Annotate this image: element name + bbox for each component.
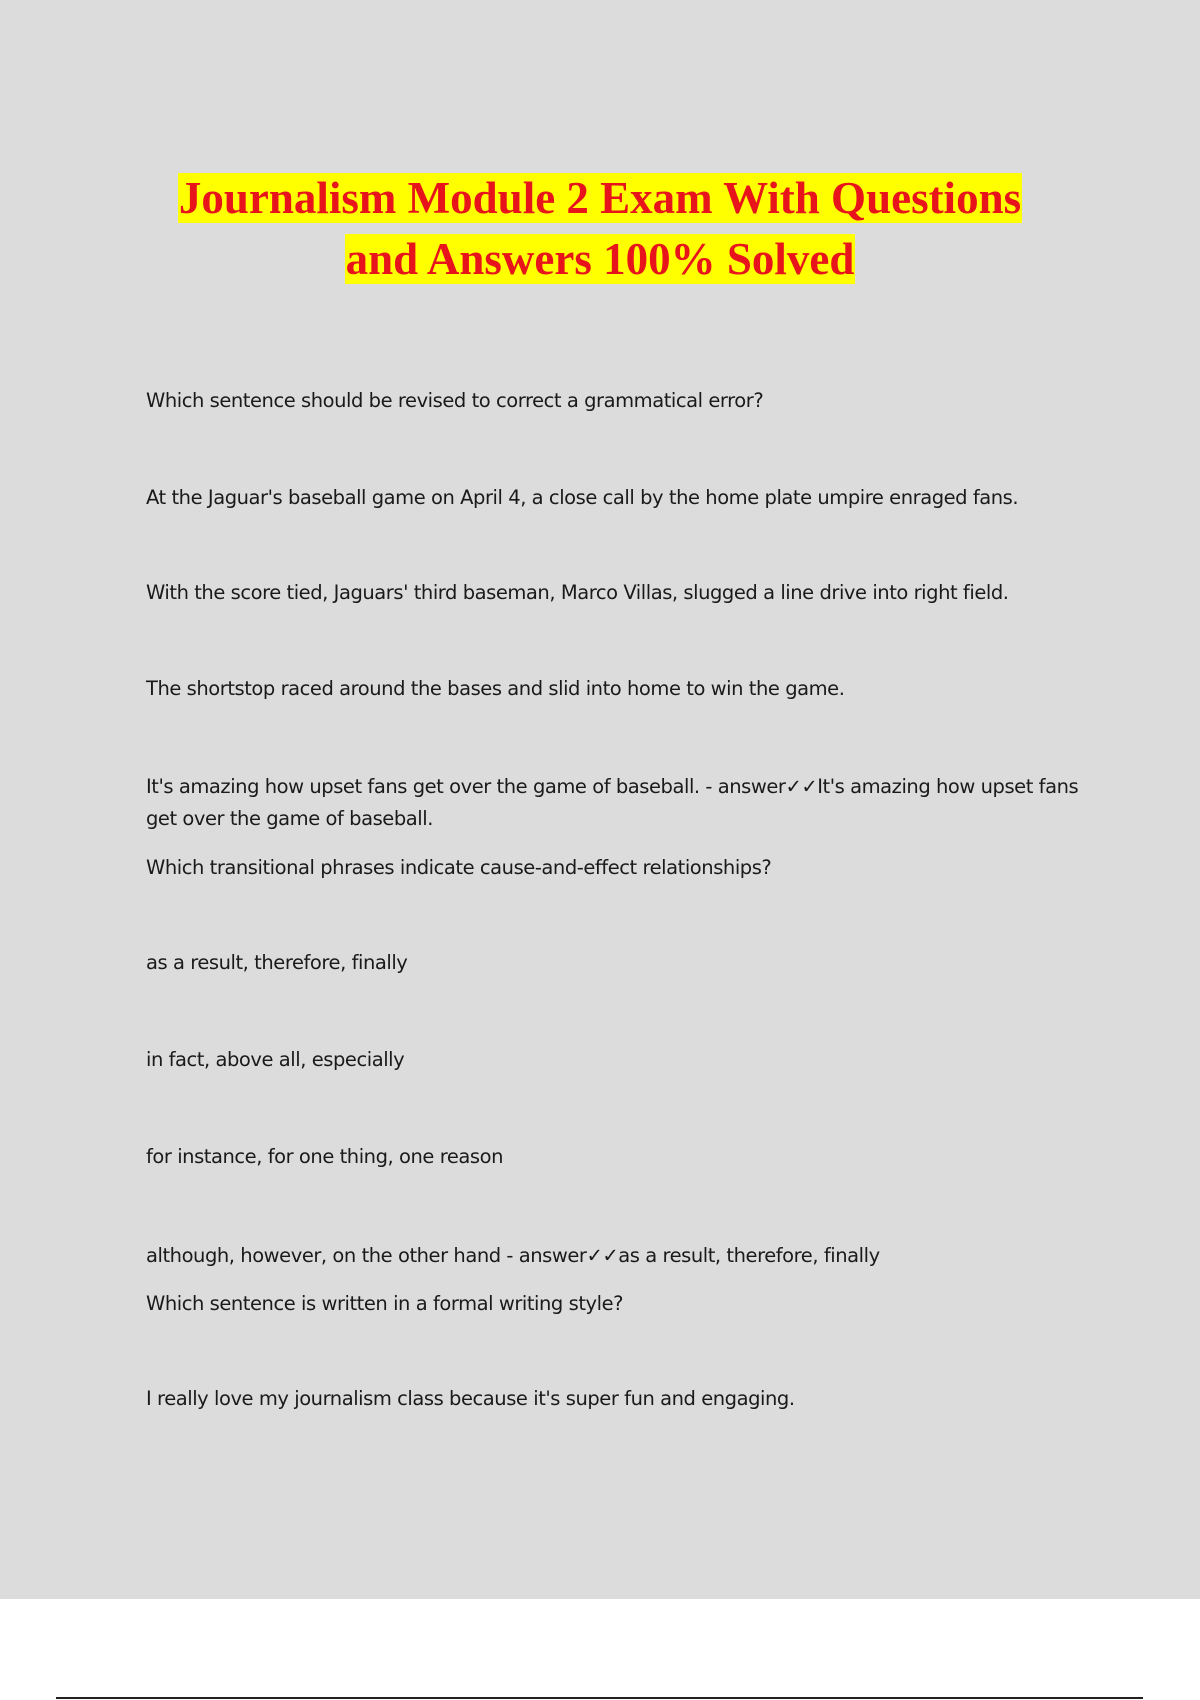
option-1d-answer-text: It's amazing how upset fans get over the game of baseball. - answer✓✓It's amazing how upset fans get over the game of baseball. (146, 775, 1079, 830)
title-line-2: and Answers 100% Solved (345, 234, 855, 284)
option-2c-text: for instance, for one thing, one reason (146, 1145, 503, 1168)
option-2a-text: as a result, therefore, finally (146, 951, 408, 974)
option-2d-answer-text: although, however, on the other hand - answer✓✓as a result, therefore, finally (146, 1244, 880, 1267)
page-title (0, 168, 1200, 290)
option-1a-text: At the Jaguar's baseball game on April 4, a close call by the home plate umpire enraged fans. (146, 486, 1019, 509)
question-2-text: Which transitional phrases indicate cause-and-effect relationships? (146, 856, 772, 879)
title-line-1: Journalism Module 2 Exam With Questions (178, 173, 1022, 223)
question-1-text: Which sentence should be revised to correct a grammatical error? (146, 389, 764, 412)
option-1b-text: With the score tied, Jaguars' third baseman, Marco Villas, slugged a line drive into right field. (146, 581, 1009, 604)
question-3-text: Which sentence is written in a formal writing style? (146, 1292, 624, 1315)
option-2b-text: in fact, above all, especially (146, 1048, 405, 1071)
option-3a-text: I really love my journalism class because it's super fun and engaging. (146, 1387, 795, 1410)
footer-divider (56, 1697, 1143, 1699)
option-1c-text: The shortstop raced around the bases and slid into home to win the game. (146, 677, 845, 700)
